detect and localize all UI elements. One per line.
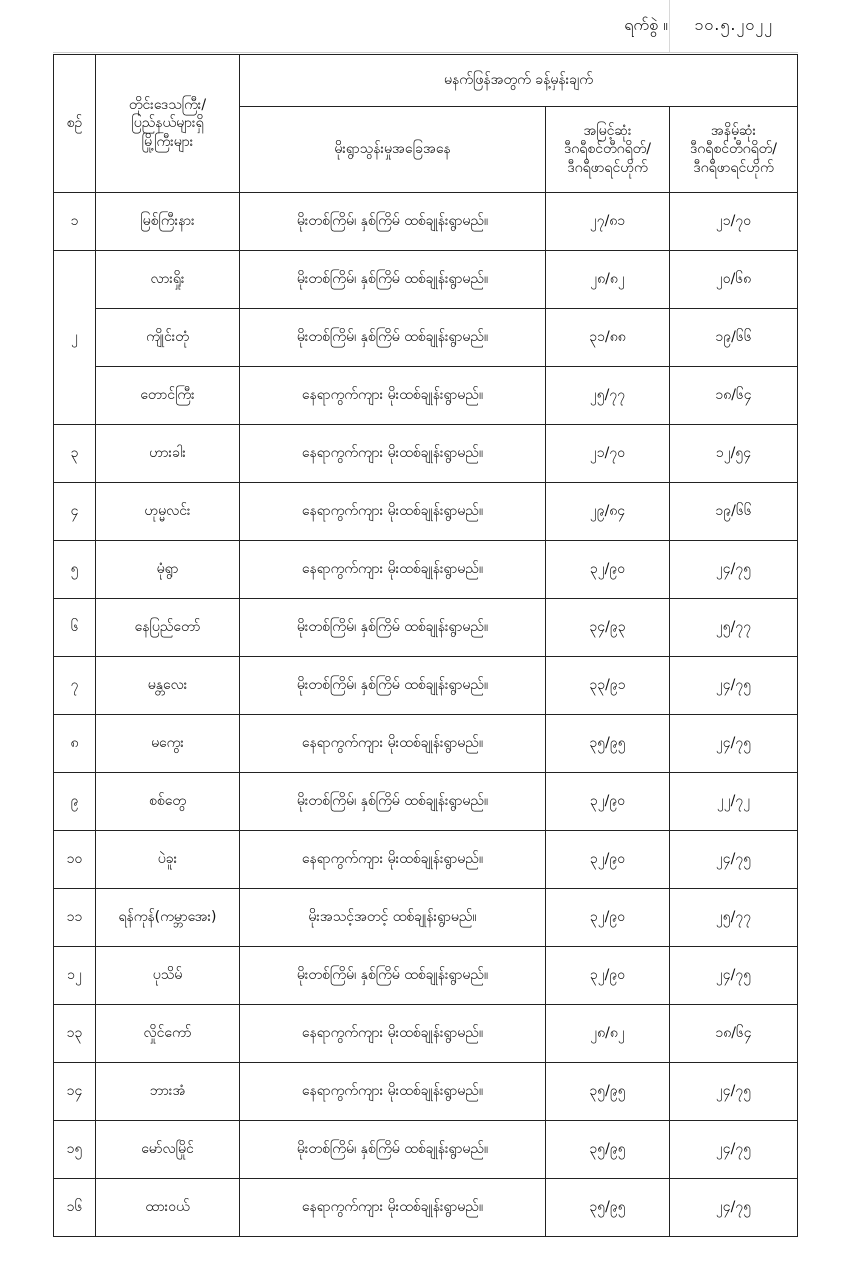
table-row <box>54 367 798 425</box>
table-row <box>54 715 798 773</box>
city-cell: မန္တလေး <box>96 657 240 715</box>
city-cell: မကွေး <box>96 715 240 773</box>
condition-cell: နေရာကွက်ကျား မိုးထစ်ချုန်းရွာမည်။ <box>240 425 546 483</box>
condition-cell: နေရာကွက်ကျား မိုးထစ်ချုန်းရွာမည်။ <box>240 831 546 889</box>
min-temp-cell: ၂၅/၇၇ <box>670 889 798 947</box>
max-temp-cell: ၃၂/၉၀ <box>546 947 670 1005</box>
condition-cell: မိုးတစ်ကြိမ်၊ နှစ်ကြိမ် ထစ်ချုန်းရွာမည်။ <box>240 193 546 251</box>
serial-cell: ၁၁ <box>54 889 96 947</box>
condition-cell: မိုးတစ်ကြိမ်၊ နှစ်ကြိမ် ထစ်ချုန်းရွာမည်။ <box>240 599 546 657</box>
table-row <box>54 1121 798 1179</box>
condition-cell: နေရာကွက်ကျား မိုးထစ်ချုန်းရွာမည်။ <box>240 1063 546 1121</box>
condition-cell: နေရာကွက်ကျား မိုးထစ်ချုန်းရွာမည်။ <box>240 367 546 425</box>
serial-cell: ၈ <box>54 715 96 773</box>
header-max-temp <box>546 107 670 193</box>
condition-cell: မိုးတစ်ကြိမ်၊ နှစ်ကြိမ် ထစ်ချုန်းရွာမည်။ <box>240 251 546 309</box>
min-temp-cell: ၂၀/၆၈ <box>670 251 798 309</box>
table-row <box>54 1063 798 1121</box>
min-temp-cell: ၂၁/၇၀ <box>670 193 798 251</box>
city-cell: ဘားအံ <box>96 1063 240 1121</box>
serial-cell: ၉ <box>54 773 96 831</box>
serial-cell: ၇ <box>54 657 96 715</box>
table-row <box>54 251 798 309</box>
max-temp-cell: ၂၈/၈၂ <box>546 251 670 309</box>
min-temp-cell: ၁၂/၅၄ <box>670 425 798 483</box>
condition-cell: နေရာကွက်ကျား မိုးထစ်ချုန်းရွာမည်။ <box>240 1005 546 1063</box>
serial-cell: ၃ <box>54 425 96 483</box>
forecast-table <box>53 54 798 1237</box>
header-max-line: ဒီဂရီစင်တီဂရိတ်/ <box>564 141 651 158</box>
header-city-line: ပြည်နယ်များရှိ <box>131 115 204 132</box>
city-cell: မြစ်ကြီးနား <box>96 193 240 251</box>
max-temp-cell: ၂၈/၈၂ <box>546 1005 670 1063</box>
max-temp-cell: ၃၂/၉၀ <box>546 889 670 947</box>
city-cell: နေပြည်တော် <box>96 599 240 657</box>
min-temp-cell: ၂၂/၇၂ <box>670 773 798 831</box>
condition-cell: မိုးတစ်ကြိမ်၊ နှစ်ကြိမ် ထစ်ချုန်းရွာမည်။ <box>240 309 546 367</box>
date-header <box>0 0 843 52</box>
city-cell: မော်လမြိုင် <box>96 1121 240 1179</box>
min-temp-cell: ၁၈/၆၄ <box>670 1005 798 1063</box>
header-forecast-group: မနက်ဖြန်အတွက် ခန့်မှန်းချက် <box>240 55 798 107</box>
serial-cell: ၁၃ <box>54 1005 96 1063</box>
date-underline <box>53 52 798 53</box>
table-row <box>54 947 798 1005</box>
city-cell: ပဲခူး <box>96 831 240 889</box>
table-row <box>54 773 798 831</box>
table-row <box>54 889 798 947</box>
serial-cell: ၁၅ <box>54 1121 96 1179</box>
header-min-temp <box>670 107 798 193</box>
max-temp-cell: ၃၅/၉၅ <box>546 1179 670 1237</box>
table-row <box>54 1005 798 1063</box>
serial-cell: ၁၀ <box>54 831 96 889</box>
date-divider <box>669 0 670 52</box>
date-value: ၁၀.၅.၂၀၂၂ <box>694 15 773 34</box>
city-cell: ဟားခါး <box>96 425 240 483</box>
condition-cell: မိုးတစ်ကြိမ်၊ နှစ်ကြိမ် ထစ်ချုန်းရွာမည်။ <box>240 773 546 831</box>
city-cell: ရန်ကုန်(ကမ္ဘာအေး) <box>96 889 240 947</box>
min-temp-cell: ၁၉/၆၆ <box>670 483 798 541</box>
city-cell: ကျိုင်းတုံ <box>96 309 240 367</box>
max-temp-cell: ၃၃/၉၁ <box>546 657 670 715</box>
header-city <box>96 55 240 193</box>
condition-cell: နေရာကွက်ကျား မိုးထစ်ချုန်းရွာမည်။ <box>240 541 546 599</box>
city-cell: တောင်ကြီး <box>96 367 240 425</box>
table-row <box>54 483 798 541</box>
max-temp-cell: ၂၅/၇၇ <box>546 367 670 425</box>
min-temp-cell: ၁၈/၆၄ <box>670 367 798 425</box>
city-cell: လားရှိုး <box>96 251 240 309</box>
serial-cell: ၂ <box>54 251 96 425</box>
max-temp-cell: ၃၅/၉၅ <box>546 1063 670 1121</box>
max-temp-cell: ၂၉/၈၄ <box>546 483 670 541</box>
min-temp-cell: ၂၄/၇၅ <box>670 1121 798 1179</box>
serial-cell: ၁၆ <box>54 1179 96 1237</box>
min-temp-cell: ၂၄/၇၅ <box>670 657 798 715</box>
serial-cell: ၄ <box>54 483 96 541</box>
min-temp-cell: ၂၄/၇၅ <box>670 947 798 1005</box>
table-row <box>54 309 798 367</box>
max-temp-cell: ၃၁/၈၈ <box>546 309 670 367</box>
table-row <box>54 599 798 657</box>
max-temp-cell: ၃၄/၉၃ <box>546 599 670 657</box>
header-city-line: မြို့ကြီးများ <box>141 133 194 150</box>
header-serial-no: စဉ် <box>54 55 96 193</box>
min-temp-cell: ၂၄/၇၅ <box>670 1063 798 1121</box>
max-temp-cell: ၃၂/၉၀ <box>546 773 670 831</box>
header-condition: မိုးရွာသွန်းမှုအခြေအနေ <box>240 107 546 193</box>
min-temp-cell: ၁၉/၆၆ <box>670 309 798 367</box>
condition-cell: နေရာကွက်ကျား မိုးထစ်ချုန်းရွာမည်။ <box>240 715 546 773</box>
header-min-line: ဒီဂရီဖာရင်ဟိုက် <box>693 159 774 176</box>
max-temp-cell: ၂၇/၈၁ <box>546 193 670 251</box>
city-cell: စစ်တွေ <box>96 773 240 831</box>
city-cell: ထားဝယ် <box>96 1179 240 1237</box>
max-temp-cell: ၂၁/၇၀ <box>546 425 670 483</box>
city-cell: ဟုမ္မလင်း <box>96 483 240 541</box>
city-cell: မုံရွာ <box>96 541 240 599</box>
header-max-line: ဒီဂရီဖာရင်ဟိုက် <box>567 159 648 176</box>
table-row <box>54 657 798 715</box>
city-cell: ပုသိမ် <box>96 947 240 1005</box>
condition-cell: မိုးအသင့်အတင့် ထစ်ချုန်းရွာမည်။ <box>240 889 546 947</box>
table-row <box>54 541 798 599</box>
serial-cell: ၅ <box>54 541 96 599</box>
header-max-line: အမြင့်ဆုံး <box>583 123 632 140</box>
condition-cell: နေရာကွက်ကျား မိုးထစ်ချုန်းရွာမည်။ <box>240 483 546 541</box>
condition-cell: နေရာကွက်ကျား မိုးထစ်ချုန်းရွာမည်။ <box>240 1179 546 1237</box>
header-min-line: ဒီဂရီစင်တီဂရိတ်/ <box>690 141 777 158</box>
max-temp-cell: ၃၅/၉၅ <box>546 715 670 773</box>
serial-cell: ၁၂ <box>54 947 96 1005</box>
max-temp-cell: ၃၂/၉၀ <box>546 541 670 599</box>
header-city-line: တိုင်းဒေသကြီး/ <box>128 97 207 114</box>
table-row <box>54 831 798 889</box>
condition-cell: မိုးတစ်ကြိမ်၊ နှစ်ကြိမ် ထစ်ချုန်းရွာမည်။ <box>240 657 546 715</box>
condition-cell: မိုးတစ်ကြိမ်၊ နှစ်ကြိမ် ထစ်ချုန်းရွာမည်။ <box>240 947 546 1005</box>
serial-cell: ၆ <box>54 599 96 657</box>
serial-cell: ၁ <box>54 193 96 251</box>
serial-cell: ၁၄ <box>54 1063 96 1121</box>
condition-cell: မိုးတစ်ကြိမ်၊ နှစ်ကြိမ် ထစ်ချုန်းရွာမည်။ <box>240 1121 546 1179</box>
min-temp-cell: ၂၄/၇၅ <box>670 831 798 889</box>
max-temp-cell: ၃၅/၉၅ <box>546 1121 670 1179</box>
date-label: ရက်စွဲ ။ <box>624 15 668 34</box>
max-temp-cell: ၃၂/၉၀ <box>546 831 670 889</box>
header-min-line: အနိမ့်ဆုံး <box>710 123 757 140</box>
min-temp-cell: ၂၄/၇၅ <box>670 1179 798 1237</box>
min-temp-cell: ၂၄/၇၅ <box>670 715 798 773</box>
table-row <box>54 1179 798 1237</box>
min-temp-cell: ၂၄/၇၅ <box>670 541 798 599</box>
table-row <box>54 425 798 483</box>
city-cell: လှိုင်ကော် <box>96 1005 240 1063</box>
table-row <box>54 193 798 251</box>
min-temp-cell: ၂၅/၇၇ <box>670 599 798 657</box>
